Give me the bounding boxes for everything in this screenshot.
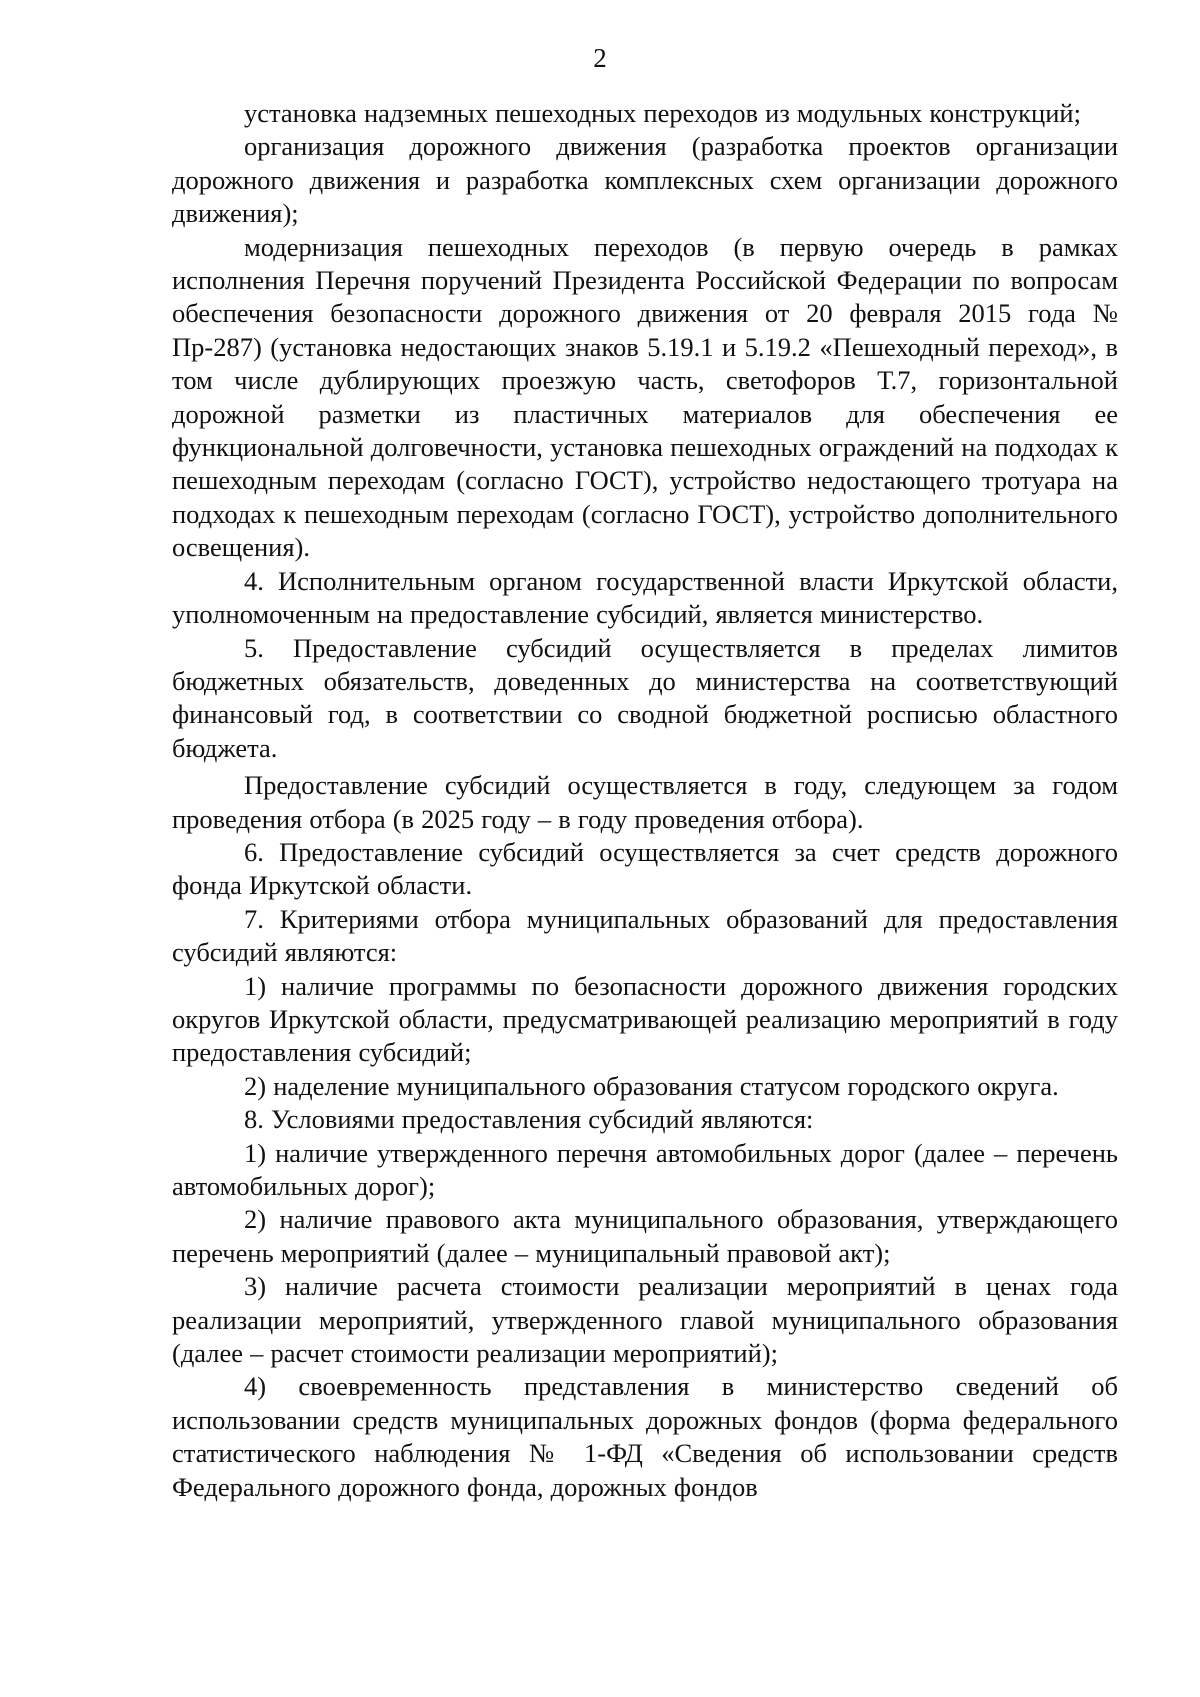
document-body (172, 97, 1118, 1504)
paragraph-item-8: 8. Условиями предоставления субсидий являются: (244, 1104, 814, 1135)
paragraph-item-8-2: 2) наличие правового акта муниципального образования, утверждающего перечень мероприятий (далее – муниципальный правовой акт); (172, 1204, 1118, 1268)
paragraph-item-8-1: 1) наличие утвержденного перечня автомобильных дорог (далее – перечень автомобильных дорог); (172, 1137, 1118, 1201)
paragraph-item-7-1: 1) наличие программы по безопасности дорожного движения городских округов Иркутской области, предусматривающей реализацию мероприятий в году предоставления субсидий; (172, 970, 1118, 1068)
paragraph-item-4: 4. Исполнительным органом государственной власти Иркутской области, уполномоченным на предоставление субсидий, является министерство. (172, 565, 1118, 630)
paragraph-item-7-2: 2) наделение муниципального образования статусом городского округа. (244, 1070, 1059, 1101)
paragraph-item-5-continued: Предоставление субсидий осуществляется в году, следующем за годом проведения отбора (в 2025 году – в году проведения отбора). (172, 770, 1118, 834)
paragraph-item-8-3: 3) наличие расчета стоимости реализации мероприятий в ценах года реализации мероприятий, утвержденного главой муниципального образования (далее – расчет стоимости реализации мероприятий); (172, 1271, 1118, 1369)
paragraph-item-6: 6. Предоставление субсидий осуществляется за счет средств дорожного фонда Иркутской области. (172, 836, 1118, 901)
paragraph-traffic-organization: организация дорожного движения (разработка проектов организации дорожного движения и разработка комплексных схем организации дорожного движения); (172, 131, 1118, 229)
paragraph-item-7: 7. Критериями отбора муниципальных образований для предоставления субсидий являются: (172, 903, 1118, 968)
page-number: 2 (593, 43, 607, 73)
paragraph-item-5: 5. Предоставление субсидий осуществляется в пределах лимитов бюджетных обязательств, доведенных до министерства на соответствующий финансовый год, в соответствии со сводной бюджетной росписью областного бюджета. (172, 632, 1118, 763)
paragraph-item-8-4: 4) своевременность представления в министерство сведений об использовании средств муниципальных дорожных фондов (форма федерального статистического наблюдения № 1-ФД «Сведения об использовании средств Федерального дорожного фонда, дорожных фондов (172, 1371, 1118, 1502)
paragraph-modular-crossings: установка надземных пешеходных переходов из модульных конструкций; (244, 98, 1081, 128)
paragraph-crossing-modernization: модернизация пешеходных переходов (в первую очередь в рамках исполнения Перечня поручений Президента Российской Федерации по вопросам обеспечения безопасности дорожного движения от 20 февраля 2015 года № Пр-287) (установка недостающих знаков 5.19.1 и 5.19.2 «Пешеходный переход», в том числе дублирующих проезжую часть, светофоров Т.7, горизонтальной дорожной разметки из пластичных материалов для обеспечения ее функциональной долговечности, установка пешеходных ограждений на подходах к пешеходным переходам (согласно ГОСТ), устройство недостающего тротуара на подходах к пешеходным переходам (согласно ГОСТ), устройство дополнительного освещения). (172, 231, 1118, 563)
